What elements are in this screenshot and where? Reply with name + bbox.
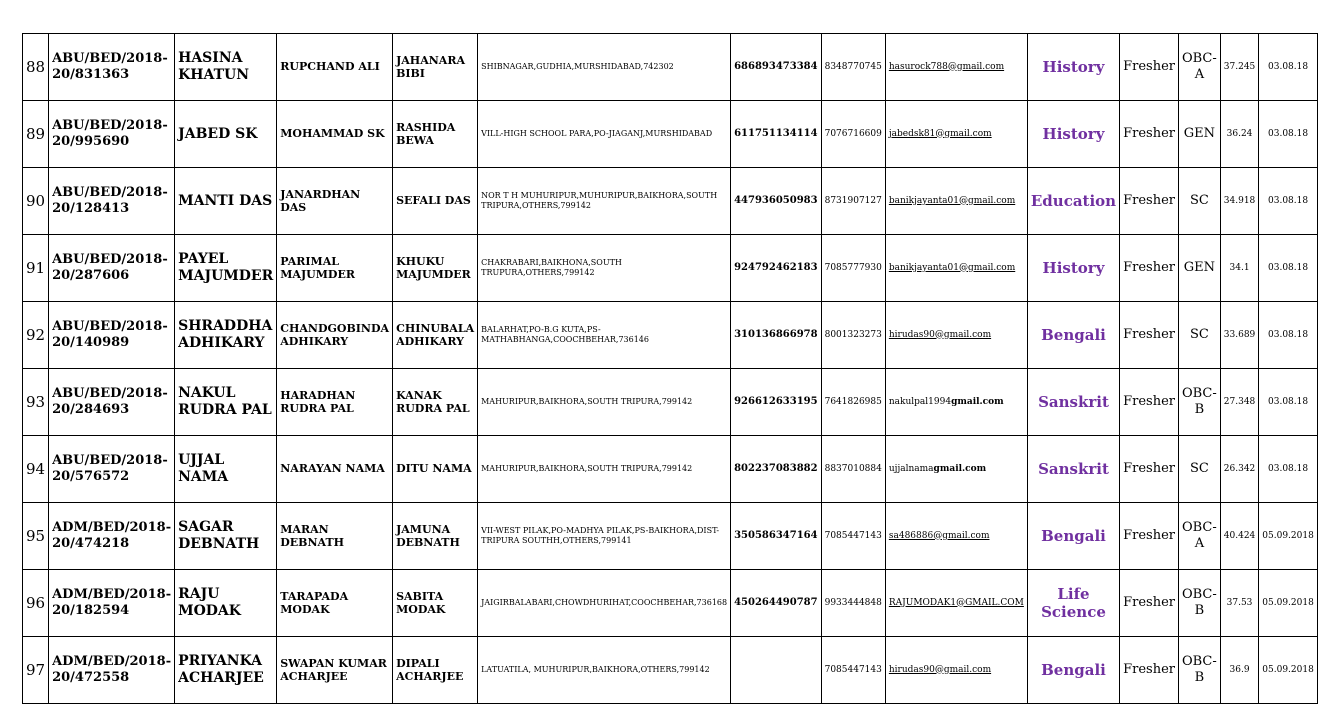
candidate-name-cell: SHRADDHA ADHIKARY	[175, 302, 277, 369]
phone-cell: 8001323273	[821, 302, 885, 369]
address-cell: LATUATILA, MUHURIPUR,BAIKHORA,OTHERS,799142	[478, 637, 731, 704]
father-name-cell: NARAYAN NAMA	[277, 436, 393, 503]
father-name-cell: MARAN DEBNATH	[277, 503, 393, 570]
date-cell: 03.08.18	[1259, 235, 1318, 302]
status-cell: Fresher	[1120, 34, 1179, 101]
score-cell: 36.9	[1220, 637, 1259, 704]
address-cell: JAIGIRBALABARI,CHOWDHURIHAT,COOCHBEHAR,736168	[478, 570, 731, 637]
roll-number-cell: ADM/BED/2018-20/472558	[49, 637, 175, 704]
roll-number-cell: ABU/BED/2018-20/287606	[49, 235, 175, 302]
category-cell: SC	[1178, 168, 1220, 235]
email-link[interactable]: banikjayanta01@gmail.com	[888, 262, 1016, 273]
address-cell: BALARHAT,PO-B.G KUTA,PS-MATHABHANGA,COOCHBEHAR,736146	[478, 302, 731, 369]
roll-number-cell: ADM/BED/2018-20/182594	[49, 570, 175, 637]
status-cell: Fresher	[1120, 637, 1179, 704]
roll-number-cell: ABU/BED/2018-20/284693	[49, 369, 175, 436]
date-cell: 05.09.2018	[1259, 637, 1318, 704]
mother-name-cell: RASHIDA BEWA	[393, 101, 478, 168]
email-link[interactable]: RAJUMODAK1@GMAIL.COM	[888, 597, 1024, 608]
date-cell: 05.09.2018	[1259, 503, 1318, 570]
candidate-name-cell: RAJU MODAK	[175, 570, 277, 637]
status-cell: Fresher	[1120, 436, 1179, 503]
candidate-name-cell: HASINA KHATUN	[175, 34, 277, 101]
date-cell: 03.08.18	[1259, 168, 1318, 235]
aadhaar-cell: 447936050983	[731, 168, 822, 235]
category-cell: SC	[1178, 436, 1220, 503]
table-body	[23, 34, 1318, 704]
score-cell: 40.424	[1220, 503, 1259, 570]
table-row	[23, 168, 1318, 235]
phone-cell: 7085777930	[821, 235, 885, 302]
status-cell: Fresher	[1120, 503, 1179, 570]
score-cell: 37.53	[1220, 570, 1259, 637]
subject-cell: Sanskrit	[1027, 369, 1119, 436]
date-cell: 05.09.2018	[1259, 570, 1318, 637]
father-name-cell: CHANDGOBINDA ADHIKARY	[277, 302, 393, 369]
aadhaar-cell: 611751134114	[731, 101, 822, 168]
table-row	[23, 637, 1318, 704]
aadhaar-cell: 350586347164	[731, 503, 822, 570]
phone-cell: 8731907127	[821, 168, 885, 235]
email-link[interactable]: hirudas90@gmail.com	[888, 664, 992, 675]
email-cell[interactable]	[885, 302, 1027, 369]
serial-number-cell: 92	[23, 302, 49, 369]
serial-number-cell: 93	[23, 369, 49, 436]
father-name-cell: SWAPAN KUMAR ACHARJEE	[277, 637, 393, 704]
score-cell: 27.348	[1220, 369, 1259, 436]
mother-name-cell: SABITA MODAK	[393, 570, 478, 637]
mother-name-cell: JAMUNA DEBNATH	[393, 503, 478, 570]
status-cell: Fresher	[1120, 101, 1179, 168]
email-cell[interactable]	[885, 168, 1027, 235]
subject-cell: Education	[1027, 168, 1119, 235]
category-cell: OBC-B	[1178, 570, 1220, 637]
aadhaar-cell: 450264490787	[731, 570, 822, 637]
subject-cell: History	[1027, 34, 1119, 101]
category-cell: OBC-B	[1178, 637, 1220, 704]
candidate-name-cell: MANTI DAS	[175, 168, 277, 235]
date-cell: 03.08.18	[1259, 101, 1318, 168]
category-cell: OBC-A	[1178, 34, 1220, 101]
father-name-cell: RUPCHAND ALI	[277, 34, 393, 101]
address-cell: VII-WEST PILAK,PO-MADHYA PILAK,PS-BAIKHORA,DIST-TRIPURA SOUTHH,OTHERS,799141	[478, 503, 731, 570]
email-cell[interactable]	[885, 570, 1027, 637]
candidate-name-cell: NAKUL RUDRA PAL	[175, 369, 277, 436]
roll-number-cell: ADM/BED/2018-20/474218	[49, 503, 175, 570]
subject-cell: Sanskrit	[1027, 436, 1119, 503]
aadhaar-cell: 924792462183	[731, 235, 822, 302]
email-cell	[885, 436, 1027, 503]
subject-cell: Life Science	[1027, 570, 1119, 637]
email-link[interactable]: sa486886@gmail.com	[888, 530, 990, 541]
table-row	[23, 436, 1318, 503]
serial-number-cell: 94	[23, 436, 49, 503]
father-name-cell: PARIMAL MAJUMDER	[277, 235, 393, 302]
phone-cell: 9933444848	[821, 570, 885, 637]
status-cell: Fresher	[1120, 235, 1179, 302]
date-cell: 03.08.18	[1259, 369, 1318, 436]
email-link[interactable]: banikjayanta01@gmail.com	[888, 195, 1016, 206]
candidate-table	[22, 33, 1318, 704]
table-row	[23, 101, 1318, 168]
phone-cell: 7076716609	[821, 101, 885, 168]
roll-number-cell: ABU/BED/2018-20/128413	[49, 168, 175, 235]
father-name-cell: MOHAMMAD SK	[277, 101, 393, 168]
email-domain: gmail.com	[933, 463, 987, 474]
father-name-cell: TARAPADA MODAK	[277, 570, 393, 637]
email-domain: gmail.com	[951, 396, 1004, 407]
table-row	[23, 570, 1318, 637]
score-cell: 26.342	[1220, 436, 1259, 503]
serial-number-cell: 91	[23, 235, 49, 302]
email-link[interactable]: hasurock788@gmail.com	[888, 61, 1005, 72]
email-cell[interactable]	[885, 101, 1027, 168]
email-user: ujjalnama	[888, 463, 934, 474]
candidate-name-cell: PRIYANKA ACHARJEE	[175, 637, 277, 704]
serial-number-cell: 97	[23, 637, 49, 704]
status-cell: Fresher	[1120, 570, 1179, 637]
phone-cell: 7085447143	[821, 503, 885, 570]
roll-number-cell: ABU/BED/2018-20/576572	[49, 436, 175, 503]
aadhaar-cell: 802237083882	[731, 436, 822, 503]
serial-number-cell: 88	[23, 34, 49, 101]
email-user: nakulpal1994	[888, 396, 952, 407]
address-cell: NOR T H MUHURIPUR,MUHURIPUR,BAIKHORA,SOUTH TRIPURA,OTHERS,799142	[478, 168, 731, 235]
score-cell: 34.918	[1220, 168, 1259, 235]
phone-cell: 7085447143	[821, 637, 885, 704]
table-row	[23, 34, 1318, 101]
status-cell: Fresher	[1120, 369, 1179, 436]
status-cell: Fresher	[1120, 302, 1179, 369]
subject-cell: Bengali	[1027, 637, 1119, 704]
candidate-name-cell: SAGAR DEBNATH	[175, 503, 277, 570]
roll-number-cell: ABU/BED/2018-20/995690	[49, 101, 175, 168]
score-cell: 33.689	[1220, 302, 1259, 369]
table-row	[23, 369, 1318, 436]
date-cell: 03.08.18	[1259, 302, 1318, 369]
date-cell: 03.08.18	[1259, 34, 1318, 101]
category-cell: SC	[1178, 302, 1220, 369]
address-cell: MAHURIPUR,BAIKHORA,SOUTH TRIPURA,799142	[478, 436, 731, 503]
phone-cell: 8348770745	[821, 34, 885, 101]
email-cell[interactable]	[885, 637, 1027, 704]
table-row	[23, 235, 1318, 302]
father-name-cell: JANARDHAN DAS	[277, 168, 393, 235]
subject-cell: History	[1027, 101, 1119, 168]
status-cell: Fresher	[1120, 168, 1179, 235]
roll-number-cell: ABU/BED/2018-20/831363	[49, 34, 175, 101]
score-cell: 37.245	[1220, 34, 1259, 101]
serial-number-cell: 90	[23, 168, 49, 235]
email-link[interactable]: hirudas90@gmail.com	[888, 329, 992, 340]
email-cell[interactable]	[885, 34, 1027, 101]
candidate-name-cell: PAYEL MAJUMDER	[175, 235, 277, 302]
serial-number-cell: 96	[23, 570, 49, 637]
mother-name-cell: KANAK RUDRA PAL	[393, 369, 478, 436]
aadhaar-cell: 310136866978	[731, 302, 822, 369]
aadhaar-cell	[731, 637, 822, 704]
candidate-name-cell: UJJAL NAMA	[175, 436, 277, 503]
mother-name-cell: DIPALI ACHARJEE	[393, 637, 478, 704]
category-cell: GEN	[1178, 235, 1220, 302]
subject-cell: History	[1027, 235, 1119, 302]
mother-name-cell: KHUKU MAJUMDER	[393, 235, 478, 302]
subject-cell: Bengali	[1027, 503, 1119, 570]
subject-cell: Bengali	[1027, 302, 1119, 369]
candidate-name-cell: JABED SK	[175, 101, 277, 168]
email-cell	[885, 369, 1027, 436]
serial-number-cell: 95	[23, 503, 49, 570]
phone-cell: 8837010884	[821, 436, 885, 503]
address-cell: SHIBNAGAR,GUDHIA,MURSHIDABAD,742302	[478, 34, 731, 101]
roll-number-cell: ABU/BED/2018-20/140989	[49, 302, 175, 369]
category-cell: OBC-B	[1178, 369, 1220, 436]
address-cell: VILL-HIGH SCHOOL PARA,PO-JIAGANJ,MURSHIDABAD	[478, 101, 731, 168]
table-row	[23, 503, 1318, 570]
date-cell: 03.08.18	[1259, 436, 1318, 503]
score-cell: 34.1	[1220, 235, 1259, 302]
mother-name-cell: DITU NAMA	[393, 436, 478, 503]
phone-cell: 7641826985	[821, 369, 885, 436]
mother-name-cell: JAHANARA BIBI	[393, 34, 478, 101]
table-row	[23, 302, 1318, 369]
serial-number-cell: 89	[23, 101, 49, 168]
address-cell: MAHURIPUR,BAIKHORA,SOUTH TRIPURA,799142	[478, 369, 731, 436]
aadhaar-cell: 926612633195	[731, 369, 822, 436]
email-cell[interactable]	[885, 503, 1027, 570]
email-link[interactable]: jabedsk81@gmail.com	[888, 128, 992, 139]
address-cell: CHAKRABARI,BAIKHONA,SOUTH TRUPURA,OTHERS,799142	[478, 235, 731, 302]
aadhaar-cell: 686893473384	[731, 34, 822, 101]
category-cell: OBC-A	[1178, 503, 1220, 570]
mother-name-cell: CHINUBALA ADHIKARY	[393, 302, 478, 369]
score-cell: 36.24	[1220, 101, 1259, 168]
category-cell: GEN	[1178, 101, 1220, 168]
mother-name-cell: SEFALI DAS	[393, 168, 478, 235]
email-cell[interactable]	[885, 235, 1027, 302]
father-name-cell: HARADHAN RUDRA PAL	[277, 369, 393, 436]
